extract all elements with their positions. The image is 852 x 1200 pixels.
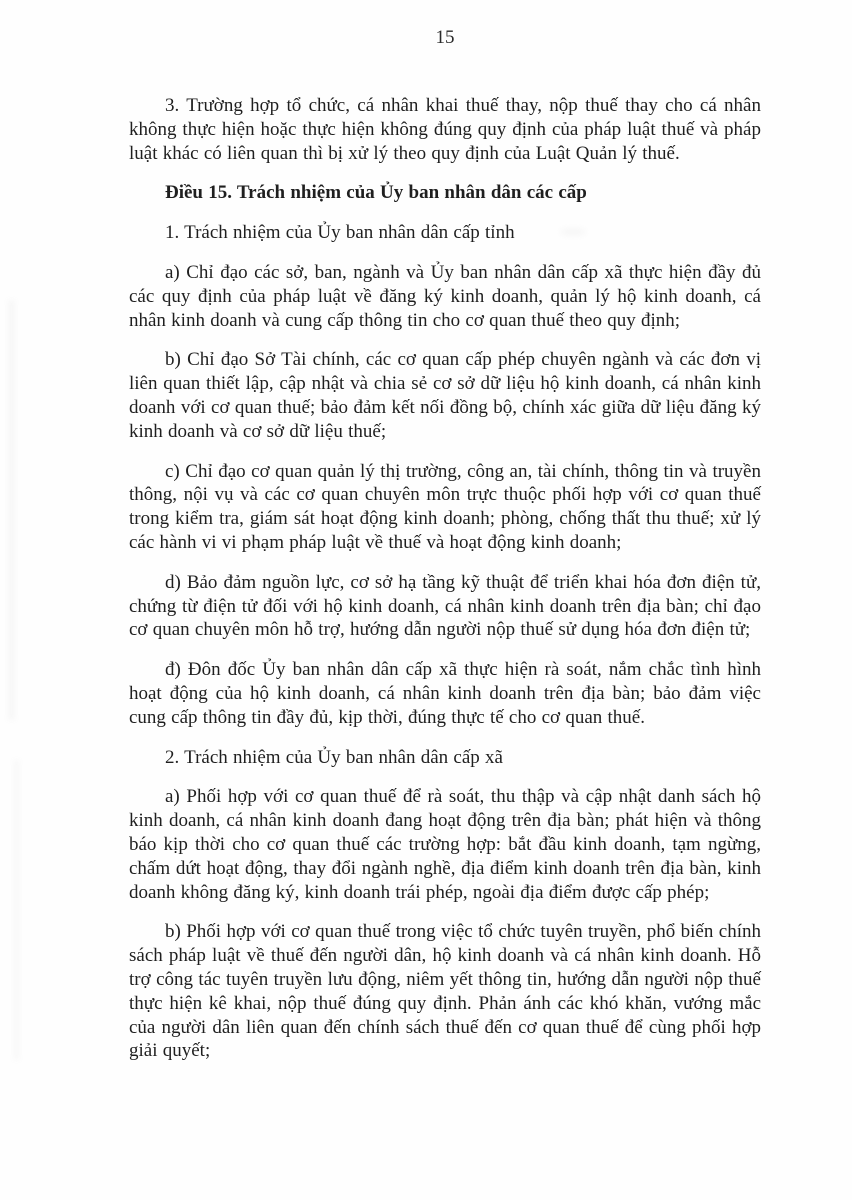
paragraph: a) Phối hợp với cơ quan thuế để rà soát, thu thập và cập nhật danh sách hộ kinh doanh, cá nhân kinh doanh đang hoạt động trên địa bàn; phát hiện và thông báo kịp thời cho cơ quan thuế các trường hợp: bắt đầu kinh doanh, tạm ngừng, chấm dứt hoạt động, thay đổi ngành nghề, địa điểm kinh doanh trên địa bàn, kinh doanh không đăng ký, kinh doanh trái phép, ngoài địa điểm được cấp phép; [129, 786, 761, 903]
paragraph: b) Phối hợp với cơ quan thuế trong việc tổ chức tuyên truyền, phổ biến chính sách pháp luật về thuế đến người dân, hộ kinh doanh và cá nhân kinh doanh. Hỗ trợ công tác tuyên truyền lưu động, niêm yết thông tin, hướng dẫn người nộp thuế thực hiện kê khai, nộp thuế đúng quy định. Phản ánh các khó khăn, vướng mắc của người dân liên quan đến chính sách thuế đến cơ quan thuế để cùng phối hợp giải quyết; [129, 921, 761, 1062]
paragraph: c) Chỉ đạo cơ quan quản lý thị trường, công an, tài chính, thông tin và truyền thông, nội vụ và các cơ quan chuyên môn trực thuộc phối hợp với cơ quan thuế trong kiểm tra, giám sát hoạt động kinh doanh; phòng, chống thất thu thuế; xử lý các hành vi vi phạm pháp luật về thuế và hoạt động kinh doanh; [129, 460, 761, 553]
document-body [129, 94, 761, 1063]
paragraph: 2. Trách nhiệm của Ủy ban nhân dân cấp xã [165, 746, 503, 768]
paragraph: đ) Đôn đốc Ủy ban nhân dân cấp xã thực hiện rà soát, nắm chắc tình hình hoạt động của hộ kinh doanh, cá nhân kinh doanh trên địa bàn; bảo đảm việc cung cấp thông tin đầy đủ, kịp thời, đúng thực tế cho cơ quan thuế. [129, 659, 761, 728]
article-heading: Điều 15. Trách nhiệm của Ủy ban nhân dân các cấp [165, 182, 587, 204]
page-number: 15 [435, 27, 455, 48]
paragraph: a) Chỉ đạo các sở, ban, ngành và Ủy ban nhân dân cấp xã thực hiện đầy đủ các quy định của pháp luật về đăng ký kinh doanh, quản lý hộ kinh doanh, cá nhân kinh doanh và cung cấp thông tin cho cơ quan thuế theo quy định; [129, 261, 761, 331]
paragraph: 3. Trường hợp tổ chức, cá nhân khai thuế thay, nộp thuế thay cho cá nhân không thực hiện hoặc thực hiện không đúng quy định của pháp luật thuế và pháp luật khác có liên quan thì bị xử lý theo quy định của Luật Quản lý thuế. [129, 95, 761, 164]
paragraph: d) Bảo đảm nguồn lực, cơ sở hạ tầng kỹ thuật để triển khai hóa đơn điện tử, chứng từ điện tử đối với hộ kinh doanh, cá nhân kinh doanh trên địa bàn; chỉ đạo cơ quan chuyên môn hỗ trợ, hướng dẫn người nộp thuế sử dụng hóa đơn điện tử; [129, 571, 761, 641]
scan-artifact [14, 760, 19, 1060]
paragraph: 1. Trách nhiệm của Ủy ban nhân dân cấp tỉnh [165, 222, 515, 244]
scan-artifact [8, 300, 15, 720]
paragraph: b) Chỉ đạo Sở Tài chính, các cơ quan cấp phép chuyên ngành và các đơn vị liên quan thiết lập, cập nhật và chia sẻ cơ sở dữ liệu hộ kinh doanh, cá nhân kinh doanh với cơ quan thuế; bảo đảm kết nối đồng bộ, chính xác giữa dữ liệu đăng ký kinh doanh và cơ sở dữ liệu thuế; [129, 349, 761, 442]
